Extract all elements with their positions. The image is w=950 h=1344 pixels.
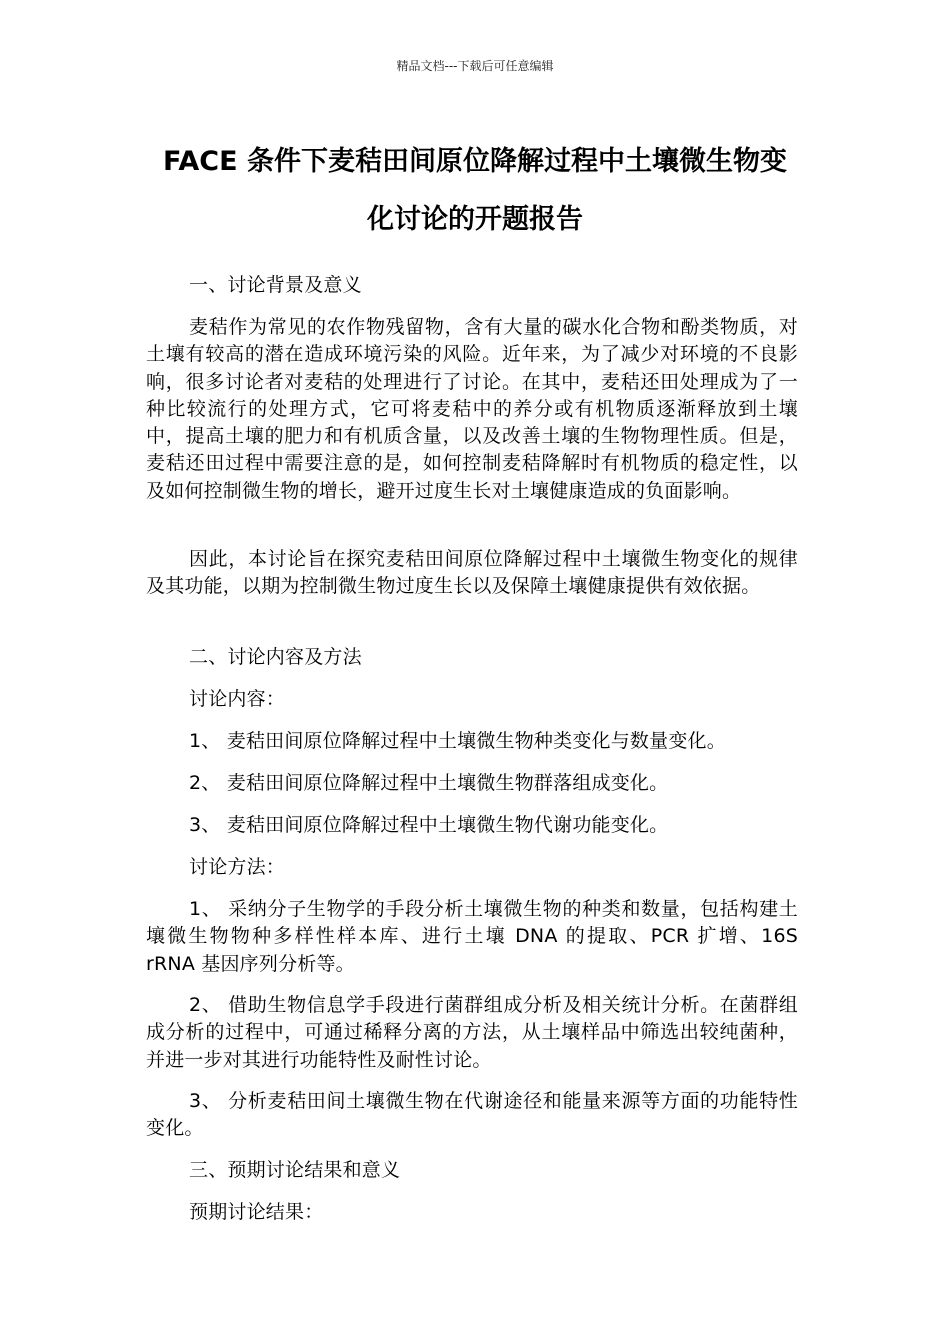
method-label: 讨论方法：	[189, 856, 286, 878]
content-item-2: 2、 麦秸田间原位降解过程中土壤微生物群落组成变化。	[189, 772, 669, 794]
document-title	[130, 133, 820, 249]
title-line-1: FACE 条件下麦秸田间原位降解过程中土壤微生物变	[163, 146, 787, 177]
section-1-heading: 一、讨论背景及意义	[189, 274, 362, 296]
section-2-heading: 二、讨论内容及方法	[189, 646, 362, 668]
section-1-paragraph-1: 麦秸作为常见的农作物残留物，含有大量的碳水化合物和酚类物质，对土壤有较高的潜在造成环境污染的风险。近年来，为了减少对环境的不良影响，很多讨论者对麦秸的处理进行了讨论。在其中，麦秸还田处理成为了一种比较流行的处理方式，它可将麦秸中的养分或有机物质逐渐释放到土壤中，提高土壤的肥力和有机质含量，以及改善土壤的生物物理性质。但是，麦秸还田过程中需要注意的是，如何控制麦秸降解时有机物质的稳定性，以及如何控制微生物的增长，避开过度生长对土壤健康造成的负面影响。	[146, 316, 798, 502]
result-label: 预期讨论结果：	[189, 1201, 324, 1223]
content-label: 讨论内容：	[189, 688, 286, 710]
content-item-3: 3、 麦秸田间原位降解过程中土壤微生物代谢功能变化。	[189, 814, 669, 836]
method-item-2: 2、 借助生物信息学手段进行菌群组成分析及相关统计分析。在菌群组成分析的过程中，可通过稀释分离的方法，从土壤样品中筛选出较纯菌种，并进一步对其进行功能特性及耐性讨论。	[146, 994, 798, 1071]
section-1-paragraph-2: 因此，本讨论旨在探究麦秸田间原位降解过程中土壤微生物变化的规律及其功能，以期为控制微生物过度生长以及保障土壤健康提供有效依据。	[146, 548, 798, 598]
method-item-1: 1、 采纳分子生物学的手段分析土壤微生物的种类和数量，包括构建土壤微生物物种多样性样本库、进行土壤 DNA 的提取、PCR 扩增、16S rRNA 基因序列分析等。	[146, 898, 798, 975]
section-3-heading: 三、预期讨论结果和意义	[189, 1159, 401, 1181]
method-item-3: 3、 分析麦秸田间土壤微生物在代谢途径和能量来源等方面的功能特性变化。	[146, 1090, 798, 1140]
content-item-1: 1、 麦秸田间原位降解过程中土壤微生物种类变化与数量变化。	[189, 730, 726, 752]
title-line-2: 化讨论的开题报告	[367, 204, 583, 235]
header-note: 精品文档---下载后可任意编辑	[396, 59, 554, 73]
